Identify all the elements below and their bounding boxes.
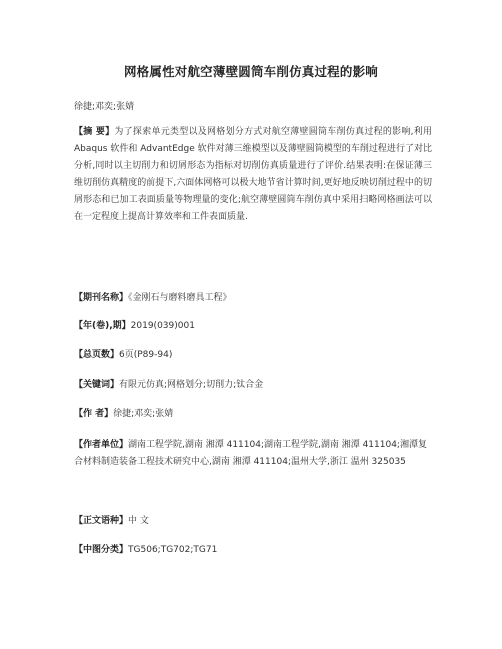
abstract-block: [74, 124, 432, 226]
authors-line: 徐捷;邓奕;张婧: [74, 102, 135, 112]
keywords-label: 【关键词】: [74, 380, 120, 390]
language-label: 【正文语种】: [74, 516, 129, 526]
pages-label: 【总页数】: [74, 350, 120, 360]
year-label: 【年(卷),期】: [74, 321, 131, 331]
language-field: [74, 513, 432, 530]
unit-value: 湖南工程学院,湖南 湘潭 411104;湖南工程学院,湖南 湘潭 411104;湘潭复合材料制造装备工程技术研究中心,湖南 湘潭 411104;温州大学,浙江 温州 325035: [74, 440, 427, 467]
classification-value: TG506;TG702;TG71: [128, 545, 218, 555]
author-label: 【作 者】: [74, 409, 114, 419]
journal-value: 《金刚石与磨料磨具工程》: [128, 293, 232, 303]
document-title: 网格属性对航空薄壁圆筒车削仿真过程的影响: [123, 64, 378, 79]
abstract-text: 为了探索单元类型以及网格划分方式对航空薄壁圆筒车削仿真过程的影响,利用 Abaqus 软件和 AdvantEdge 软件对薄三维模型以及薄壁圆筒模型的车削过程进行了对比分析,同时以主切削力和切屑形态为指标对切削仿真质量进行了评价.结果表明:在保证薄三维切削仿真精度的前提下,六面体网格可以极大地节省计算时间,更好地反映切削过程中的切屑形态和已加工表面质量等物理量的变化;航空薄壁圆筒车削仿真中采用扫略网格画法可以在一定程度上提高计算效率和工件表面质量.: [74, 127, 432, 222]
author-unit-field: [74, 437, 432, 471]
keywords-field: [74, 377, 432, 394]
abstract-label: 【摘 要】: [74, 127, 115, 137]
pages-field: [74, 347, 432, 364]
year-value: 2019(039)001: [130, 321, 195, 331]
classification-label: 【中图分类】: [74, 545, 129, 555]
pages-value: 6页(P89-94): [119, 350, 173, 360]
language-value: 中 文: [128, 516, 149, 526]
author-value: 徐捷;邓奕;张婧: [113, 409, 174, 419]
journal-field: [74, 290, 432, 307]
year-volume-issue-field: [74, 318, 432, 335]
journal-label: 【期刊名称】: [74, 293, 129, 303]
keywords-value: 有限元仿真;网格划分;切削力;钛合金: [119, 380, 264, 390]
unit-label: 【作者单位】: [74, 440, 129, 450]
classification-field: [74, 542, 432, 559]
author-field: [74, 406, 432, 423]
